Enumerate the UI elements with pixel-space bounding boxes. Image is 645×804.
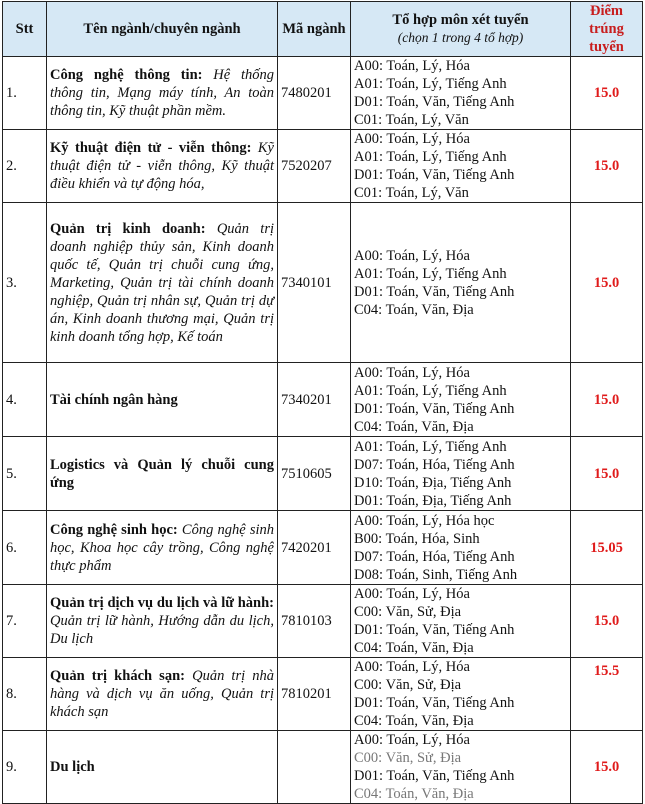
header-combos-sub: (chọn 1 trong 4 tổ hợp) — [397, 30, 524, 45]
cutoff-score: 15.0 — [571, 57, 643, 130]
combo-item: B00: Toán, Hóa, Sinh — [354, 530, 480, 547]
combo-item: C04: Toán, Văn, Địa — [354, 786, 474, 802]
combo-item: A00: Toán, Lý, Hóa — [354, 58, 470, 74]
combos-cell — [351, 658, 571, 731]
header-code: Mã ngành — [278, 2, 351, 57]
header-combos — [351, 2, 571, 57]
row-number: 7. — [3, 585, 47, 658]
major-name: Du lịch — [50, 759, 95, 775]
major-name: Quản trị khách sạn: — [50, 668, 185, 684]
table-row — [3, 511, 643, 585]
table-row — [3, 437, 643, 511]
combo-item: C00: Văn, Sử, Địa — [354, 604, 462, 620]
cutoff-score: 15.0 — [571, 130, 643, 203]
row-number: 1. — [3, 57, 47, 130]
cutoff-score: 15.05 — [571, 511, 643, 585]
combos-cell — [351, 130, 571, 203]
major-cell — [47, 203, 278, 363]
table-row — [3, 585, 643, 658]
major-code: 7520207 — [278, 130, 351, 203]
combo-item: D01: Toán, Văn, Tiếng Anh — [354, 768, 515, 784]
major-code: 7340101 — [278, 203, 351, 363]
cutoff-score: 15.0 — [571, 585, 643, 658]
major-cell — [47, 658, 278, 731]
header-score — [571, 2, 643, 57]
combo-item: A00: Toán, Lý, Hóa học — [354, 512, 495, 529]
combo-item: C00: Văn, Sử, Địa — [354, 677, 462, 693]
specializations: Hệ thống thông tin, Mạng máy tính, An toàn thông tin, Kỹ thuật phần mềm. — [50, 67, 275, 119]
combos-cell — [351, 437, 571, 511]
combo-item: A01: Toán, Lý, Tiếng Anh — [354, 265, 507, 282]
major-cell — [47, 731, 278, 804]
combos-cell — [351, 585, 571, 658]
combo-item: A01: Toán, Lý, Tiếng Anh — [354, 382, 507, 399]
admission-table — [2, 1, 643, 804]
combo-item: D01: Toán, Văn, Tiếng Anh — [354, 400, 515, 417]
major-code: 7810103 — [278, 585, 351, 658]
combo-item: A00: Toán, Lý, Hóa — [354, 659, 470, 675]
combo-item: D01: Toán, Văn, Tiếng Anh — [354, 167, 515, 183]
combo-item: A01: Toán, Lý, Tiếng Anh — [354, 149, 507, 165]
major-name: Tài chính ngân hàng — [50, 391, 178, 408]
header-row — [3, 2, 643, 57]
combos-cell — [351, 731, 571, 804]
combo-item: A00: Toán, Lý, Hóa — [354, 732, 470, 748]
combo-item: D01: Toán, Địa, Tiếng Anh — [354, 492, 512, 509]
combo-item: A00: Toán, Lý, Hóa — [354, 586, 470, 602]
combo-item: D01: Toán, Văn, Tiếng Anh — [354, 695, 515, 711]
combo-item: D01: Toán, Văn, Tiếng Anh — [354, 94, 515, 110]
major-code — [278, 731, 351, 804]
major-name: Quản trị dịch vụ du lịch và lữ hành: — [50, 595, 274, 611]
major-code: 7510605 — [278, 437, 351, 511]
major-cell — [47, 57, 278, 130]
combo-item: C04: Toán, Văn, Địa — [354, 418, 474, 435]
combos-cell — [351, 57, 571, 130]
combo-item: C01: Toán, Lý, Văn — [354, 112, 469, 128]
cutoff-score: 15.0 — [571, 203, 643, 363]
major-cell — [47, 437, 278, 511]
specializations: Quản trị lữ hành, Hướng dẫn du lịch, Du lịch — [50, 613, 274, 647]
cutoff-score: 15.0 — [571, 731, 643, 804]
major-name: Kỹ thuật điện tử - viễn thông: — [50, 140, 252, 156]
table-row — [3, 658, 643, 731]
major-code: 7480201 — [278, 57, 351, 130]
combo-item: D01: Toán, Văn, Tiếng Anh — [354, 622, 515, 638]
specializations: Quản trị nhà hàng và dịch vụ ăn uống, Quản trị khách sạn — [50, 668, 274, 720]
combos-cell — [351, 363, 571, 437]
row-number: 2. — [3, 130, 47, 203]
combo-item: C04: Toán, Văn, Địa — [354, 640, 474, 656]
specializations: Kỹ thuật điện tử - viễn thông, Kỹ thuật điều khiển và tự động hóa, — [50, 140, 274, 192]
combo-item: A01: Toán, Lý, Tiếng Anh — [354, 76, 507, 92]
specializations: Công nghệ sinh học, Khoa học cây trồng, Công nghệ thực phẩm — [50, 521, 275, 574]
header-stt: Stt — [3, 2, 47, 57]
major-cell — [47, 363, 278, 437]
row-number: 8. — [3, 658, 47, 731]
row-number: 5. — [3, 437, 47, 511]
major-cell — [47, 585, 278, 658]
combo-item: D07: Toán, Hóa, Tiếng Anh — [354, 456, 515, 473]
major-code: 7810201 — [278, 658, 351, 731]
table-row — [3, 203, 643, 363]
major-name: Logistics và Quản lý chuỗi cung ứng — [50, 456, 274, 491]
combos-cell — [351, 203, 571, 363]
major-name: Công nghệ sinh học: — [50, 521, 178, 538]
row-number: 9. — [3, 731, 47, 804]
major-cell — [47, 130, 278, 203]
combo-item: C04: Toán, Văn, Địa — [354, 713, 474, 729]
table-row — [3, 130, 643, 203]
combo-item: A00: Toán, Lý, Hóa — [354, 131, 470, 147]
table-row — [3, 363, 643, 437]
combo-item: C00: Văn, Sử, Địa — [354, 750, 462, 766]
row-number: 4. — [3, 363, 47, 437]
combo-item: A00: Toán, Lý, Hóa — [354, 247, 470, 264]
major-cell — [47, 511, 278, 585]
row-number: 6. — [3, 511, 47, 585]
combo-item: A00: Toán, Lý, Hóa — [354, 364, 470, 381]
header-score-line3: tuyển — [589, 39, 624, 55]
combo-item: C01: Toán, Lý, Văn — [354, 185, 469, 201]
major-code: 7420201 — [278, 511, 351, 585]
major-name: Công nghệ thông tin: — [50, 67, 203, 83]
combo-item: D08: Toán, Sinh, Tiếng Anh — [354, 566, 518, 583]
combo-item: D07: Toán, Hóa, Tiếng Anh — [354, 548, 515, 565]
cutoff-score: 15.0 — [571, 363, 643, 437]
major-code: 7340201 — [278, 363, 351, 437]
header-score-line2: trúng — [589, 21, 624, 37]
header-name: Tên ngành/chuyên ngành — [47, 2, 278, 57]
header-combos-title: Tổ hợp môn xét tuyển — [392, 12, 529, 28]
major-name: Quản trị kinh doanh: — [50, 220, 206, 237]
combo-item: A01: Toán, Lý, Tiếng Anh — [354, 438, 507, 455]
combo-item: D01: Toán, Văn, Tiếng Anh — [354, 283, 515, 300]
table-row — [3, 731, 643, 804]
header-score-line1: Điểm — [589, 3, 623, 19]
combo-item: C04: Toán, Văn, Địa — [354, 301, 474, 318]
cutoff-score: 15.0 — [571, 437, 643, 511]
combo-item: D10: Toán, Địa, Tiếng Anh — [354, 474, 512, 491]
table-row — [3, 57, 643, 130]
specializations: Quản trị doanh nghiệp thủy sản, Kinh doanh quốc tế, Quản trị chuỗi cung ứng, Marketing, Quản trị tài chính doanh nghiệp, Quản trị nhân sự, Quản trị dự án, Kinh doanh thương mại, Quản trị kinh doanh tổng hợp, Kế toán — [50, 220, 275, 345]
row-number: 3. — [3, 203, 47, 363]
cutoff-score: 15.5 — [571, 658, 643, 731]
combos-cell — [351, 511, 571, 585]
